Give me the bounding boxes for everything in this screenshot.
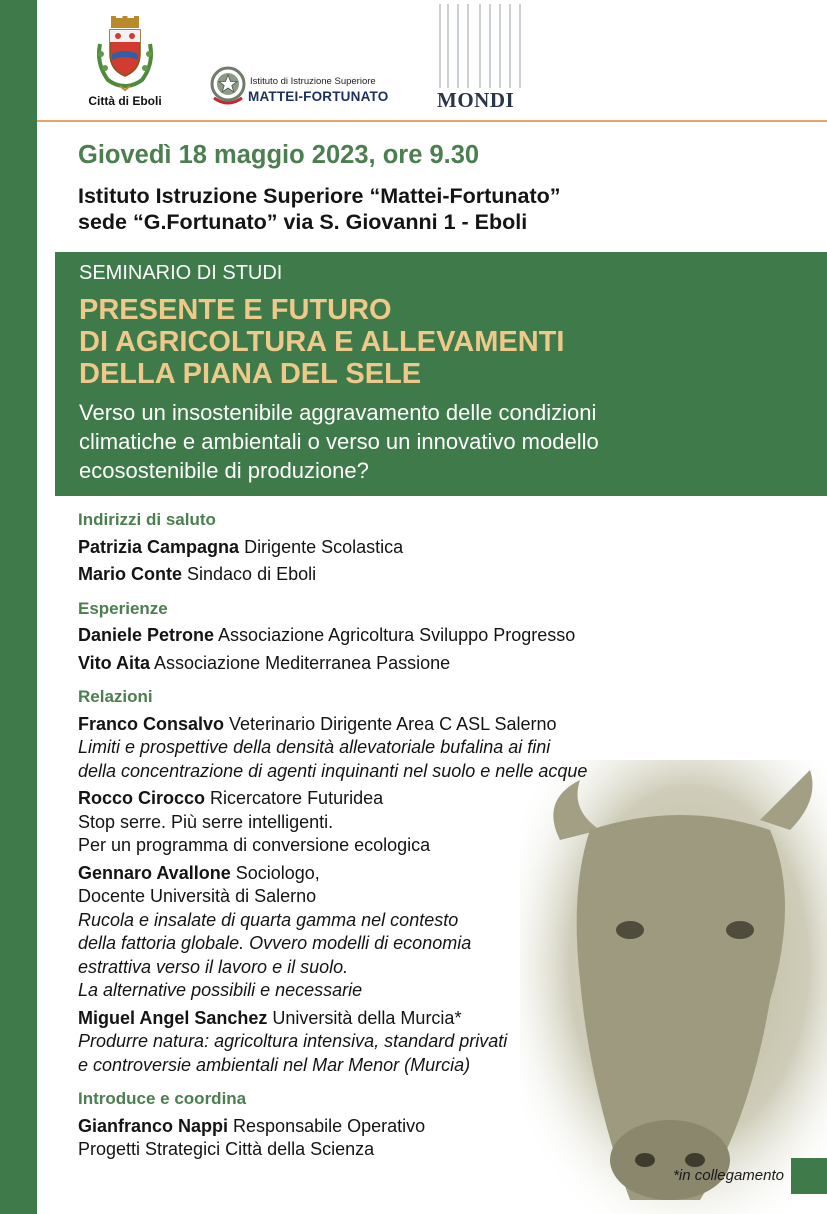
event-date: Giovedì 18 maggio 2023, ore 9.30: [78, 141, 480, 169]
speaker-name: Rocco Cirocco: [78, 788, 206, 808]
speaker-line: [78, 811, 718, 835]
section-heading: Indirizzi di saluto: [78, 510, 216, 529]
speaker-role: Associazione Agricoltura Sviluppo Progresso: [214, 625, 576, 645]
speaker-role: Responsabile Operativo: [228, 1115, 426, 1136]
talk-title-line: La alternative possibili e necessarie: [78, 980, 363, 1000]
remote-footnote: *in collegamento: [673, 1167, 784, 1184]
mondi-wordmark: MONDI: [437, 88, 515, 112]
title-line: DI AGRICOLTURA E ALLEVAMENTI: [79, 326, 565, 358]
speaker-line: [78, 862, 718, 886]
speaker-line: [78, 885, 718, 909]
venue-line-1: Istituto Istruzione Superiore “Mattei-Fortunato”: [78, 184, 561, 208]
speaker-name: Gianfranco Nappi: [78, 1115, 229, 1136]
speaker-name: Franco Consalvo: [78, 713, 225, 734]
speaker-line: [78, 624, 718, 648]
title-line: PRESENTE E FUTURO: [79, 294, 392, 326]
section-heading: Introduce e coordina: [78, 1089, 247, 1108]
republic-emblem-icon: [210, 64, 246, 108]
city-crest-icon: [94, 14, 156, 92]
speaker-entry: [78, 713, 718, 784]
talk-title-line: della fattoria globale. Ovvero modelli di economia: [78, 933, 472, 953]
header-divider: [37, 120, 827, 122]
speaker-role: Ricercatore Futuridea: [205, 788, 384, 808]
speaker-name: Mario Conte: [78, 564, 183, 584]
city-of-eboli-logo: [80, 14, 170, 110]
subtitle-line: ecosostenibile di produzione?: [79, 458, 369, 483]
speaker-line: [78, 563, 718, 587]
speaker-name: Daniele Petrone: [78, 625, 215, 645]
speaker-entry: [78, 862, 718, 1003]
speaker-line: [78, 652, 718, 676]
speaker-entry: [78, 652, 718, 676]
section-heading: Relazioni: [78, 687, 153, 706]
city-caption: Città di Eboli: [88, 94, 162, 108]
talk-title-line: Limiti e prospettive della densità allevatoriale bufalina ai fini: [78, 737, 551, 757]
speaker-line: [78, 787, 718, 811]
speaker-name: Vito Aita: [78, 652, 151, 673]
talk-title-line: e controversie ambientali nel Mar Menor (Murcia): [78, 1054, 471, 1075]
speaker-role: Università della Murcia*: [267, 1007, 462, 1028]
talk-title-line: Produrre natura: agricoltura intensiva, standard privati: [78, 1031, 508, 1051]
speaker-entry: [78, 624, 718, 648]
speaker-entry: [78, 1007, 718, 1078]
speaker-role: Docente Università di Salerno: [78, 886, 317, 906]
seminar-title: [79, 294, 564, 390]
speaker-line: [78, 536, 718, 560]
corner-green-square: [791, 1158, 827, 1194]
speaker-line: [78, 1115, 718, 1139]
subtitle-line: climatiche e ambientali o verso un innovativo modello: [79, 429, 599, 454]
speaker-name: Miguel Angel Sanchez: [78, 1007, 268, 1028]
speaker-role: Veterinario Dirigente Area C ASL Salerno: [224, 713, 557, 734]
school-logo-line2: MATTEI-FORTUNATO: [248, 89, 389, 104]
speaker-line: [78, 834, 718, 858]
talk-title-line: Rucola e insalate di quarta gamma nel contesto: [78, 909, 459, 930]
speaker-entry: [78, 536, 718, 560]
subtitle-line: Verso un insostenibile aggravamento delle condizioni: [79, 400, 597, 425]
mondi-logo: [436, 4, 526, 110]
speaker-role: Sindaco di Eboli: [182, 564, 317, 584]
school-logo: [210, 64, 410, 110]
left-green-bar: [0, 0, 37, 1214]
speaker-name: Patrizia Campagna: [78, 536, 240, 557]
speaker-line: [78, 713, 718, 737]
title-line: DELLA PIANA DEL SELE: [79, 358, 422, 390]
seminar-subtitle: [79, 398, 819, 485]
speaker-role: Associazione Mediterranea Passione: [150, 652, 451, 673]
speaker-role: Sociologo,: [230, 862, 320, 883]
speaker-role: Dirigente Scolastica: [239, 536, 404, 557]
event-venue: [78, 183, 561, 235]
speaker-role: Stop serre. Più serre intelligenti.: [78, 811, 334, 832]
program-list: [78, 508, 718, 1166]
speaker-entry: [78, 787, 718, 858]
speaker-name: Gennaro Avallone: [78, 862, 231, 883]
seminar-kicker: SEMINARIO DI STUDI: [79, 262, 283, 284]
mondi-lines-graphic: [436, 4, 526, 88]
school-logo-line1: Istituto di Istruzione Superiore: [250, 76, 376, 87]
speaker-line: [78, 1138, 718, 1162]
venue-line-2: sede “G.Fortunato” via S. Giovanni 1 - Eboli: [78, 210, 528, 234]
speaker-entry: [78, 563, 718, 587]
speaker-role: Per un programma di conversione ecologica: [78, 835, 431, 855]
speaker-line: [78, 1007, 718, 1031]
talk-title-line: estrattiva verso il lavoro e il suolo.: [78, 956, 349, 977]
section-heading: Esperienze: [78, 598, 168, 618]
title-banner: [55, 252, 827, 496]
speaker-entry: [78, 1115, 718, 1162]
talk-title-line: della concentrazione di agenti inquinanti nel suolo e nelle acque: [78, 760, 588, 781]
speaker-role: Progetti Strategici Città della Scienza: [78, 1139, 375, 1159]
